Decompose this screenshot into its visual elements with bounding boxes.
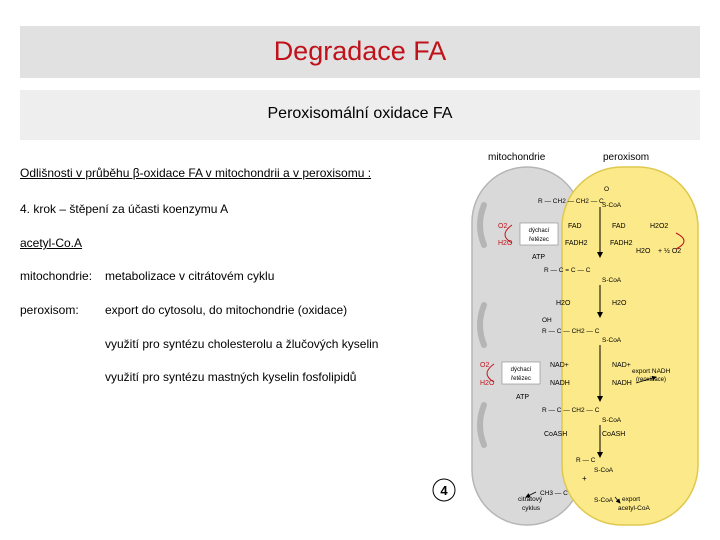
chem-r-c: R — C [576,457,596,464]
chem-oh: OH [542,317,552,324]
use-fatty-acids: využití pro syntézu mastných kyselin fosfolipidů [105,370,357,384]
mito-h2o-mid: H2O [556,300,571,307]
mito-nadh: NADH [550,380,570,387]
chain-2-line2: řetězec [511,376,531,382]
mito-o2-1: O2 [498,223,508,230]
mito-atp-2: ATP [516,394,530,401]
export-nadh-line2: (reoxidace) [636,377,667,383]
chem-scoa-5: S-CoA [594,467,614,474]
chem-scoa-2: S-CoA [602,277,622,284]
chem-o-1: O [604,186,610,193]
perox-nad: NAD+ [612,362,631,369]
perox-h2o-mid: H2O [612,300,627,307]
perox-h2o: H2O [636,248,651,255]
subtitle-bar [20,90,700,140]
header-peroxisom: peroxisom [603,152,650,163]
mito-nad: NAD+ [550,362,569,369]
chem-acyl-coa: R — CH2 — CH2 — C [538,198,604,205]
chem-hydroxyacyl: R — C — CH2 — C [542,328,600,335]
chem-enoyl: R — C = C — C [544,267,591,274]
mito-fad: FAD [568,223,582,230]
perox-coash: CoASH [602,431,626,438]
perox-fadh2: FADH2 [610,240,633,247]
slide-subtitle: Peroxisomální oxidace FA [267,105,453,122]
mito-o2-2: O2 [480,362,490,369]
chem-scoa-3: S-CoA [602,337,622,344]
export-nadh-line1: export NADH [632,368,671,375]
chain-2-line1: dýchací [510,367,532,373]
chem-plus: + [582,474,587,483]
acetyl-coa-label: acetyl-Co.A [20,236,83,250]
mito-atp-1: ATP [532,254,546,261]
citrate-cycle-line2: cyklus [522,505,541,512]
chem-scoa-6: S-CoA [594,497,614,504]
chem-scoa-1: S-CoA [602,202,622,209]
perox-label: peroxisom: [20,303,79,317]
chem-ketoacyl: R — C — CH2 — C [542,407,600,414]
chain-1-line1: dýchací [528,228,550,234]
step-4-number: 4 [440,483,448,498]
perox-half-o2: + ½ O2 [658,248,682,255]
slide-title: Degradace FA [273,36,447,66]
mito-label: mitochondrie: [20,269,93,283]
export-acetyl-line1: export [622,496,641,503]
mito-fadh2: FADH2 [565,240,588,247]
peroxisome-shape [562,167,698,525]
perox-fad: FAD [612,223,626,230]
mito-h2o-2: H2O [480,380,495,387]
use-cholesterol: využití pro syntézu cholesterolu a žlučových kyselin [105,337,379,351]
chem-scoa-4: S-CoA [602,417,622,424]
perox-text: export do cytosolu, do mitochondrie (oxidace) [105,303,348,317]
perox-h2o2: H2O2 [650,223,669,230]
title-bar [20,26,700,78]
step4-text: 4. krok – štěpení za účasti koenzymu A [20,202,229,216]
chem-ch3: CH3 — C [540,490,568,497]
mito-text: metabolizace v citrátovém cyklu [105,269,275,283]
perox-nadh: NADH [612,380,632,387]
export-acetyl-line2: acetyl-CoA [618,505,650,512]
mito-h2o-1: H2O [498,240,513,247]
differences-heading: Odlišnosti v průběhu β-oxidace FA v mitochondrii a v peroxisomu : [20,166,372,180]
chain-1-line2: řetězec [529,237,549,243]
beta-oxidation-diagram [440,145,700,530]
citrate-cycle-line1: citrátový [518,496,543,503]
mito-coash: CoASH [544,431,568,438]
header-mitochondrie: mitochondrie [488,152,546,163]
